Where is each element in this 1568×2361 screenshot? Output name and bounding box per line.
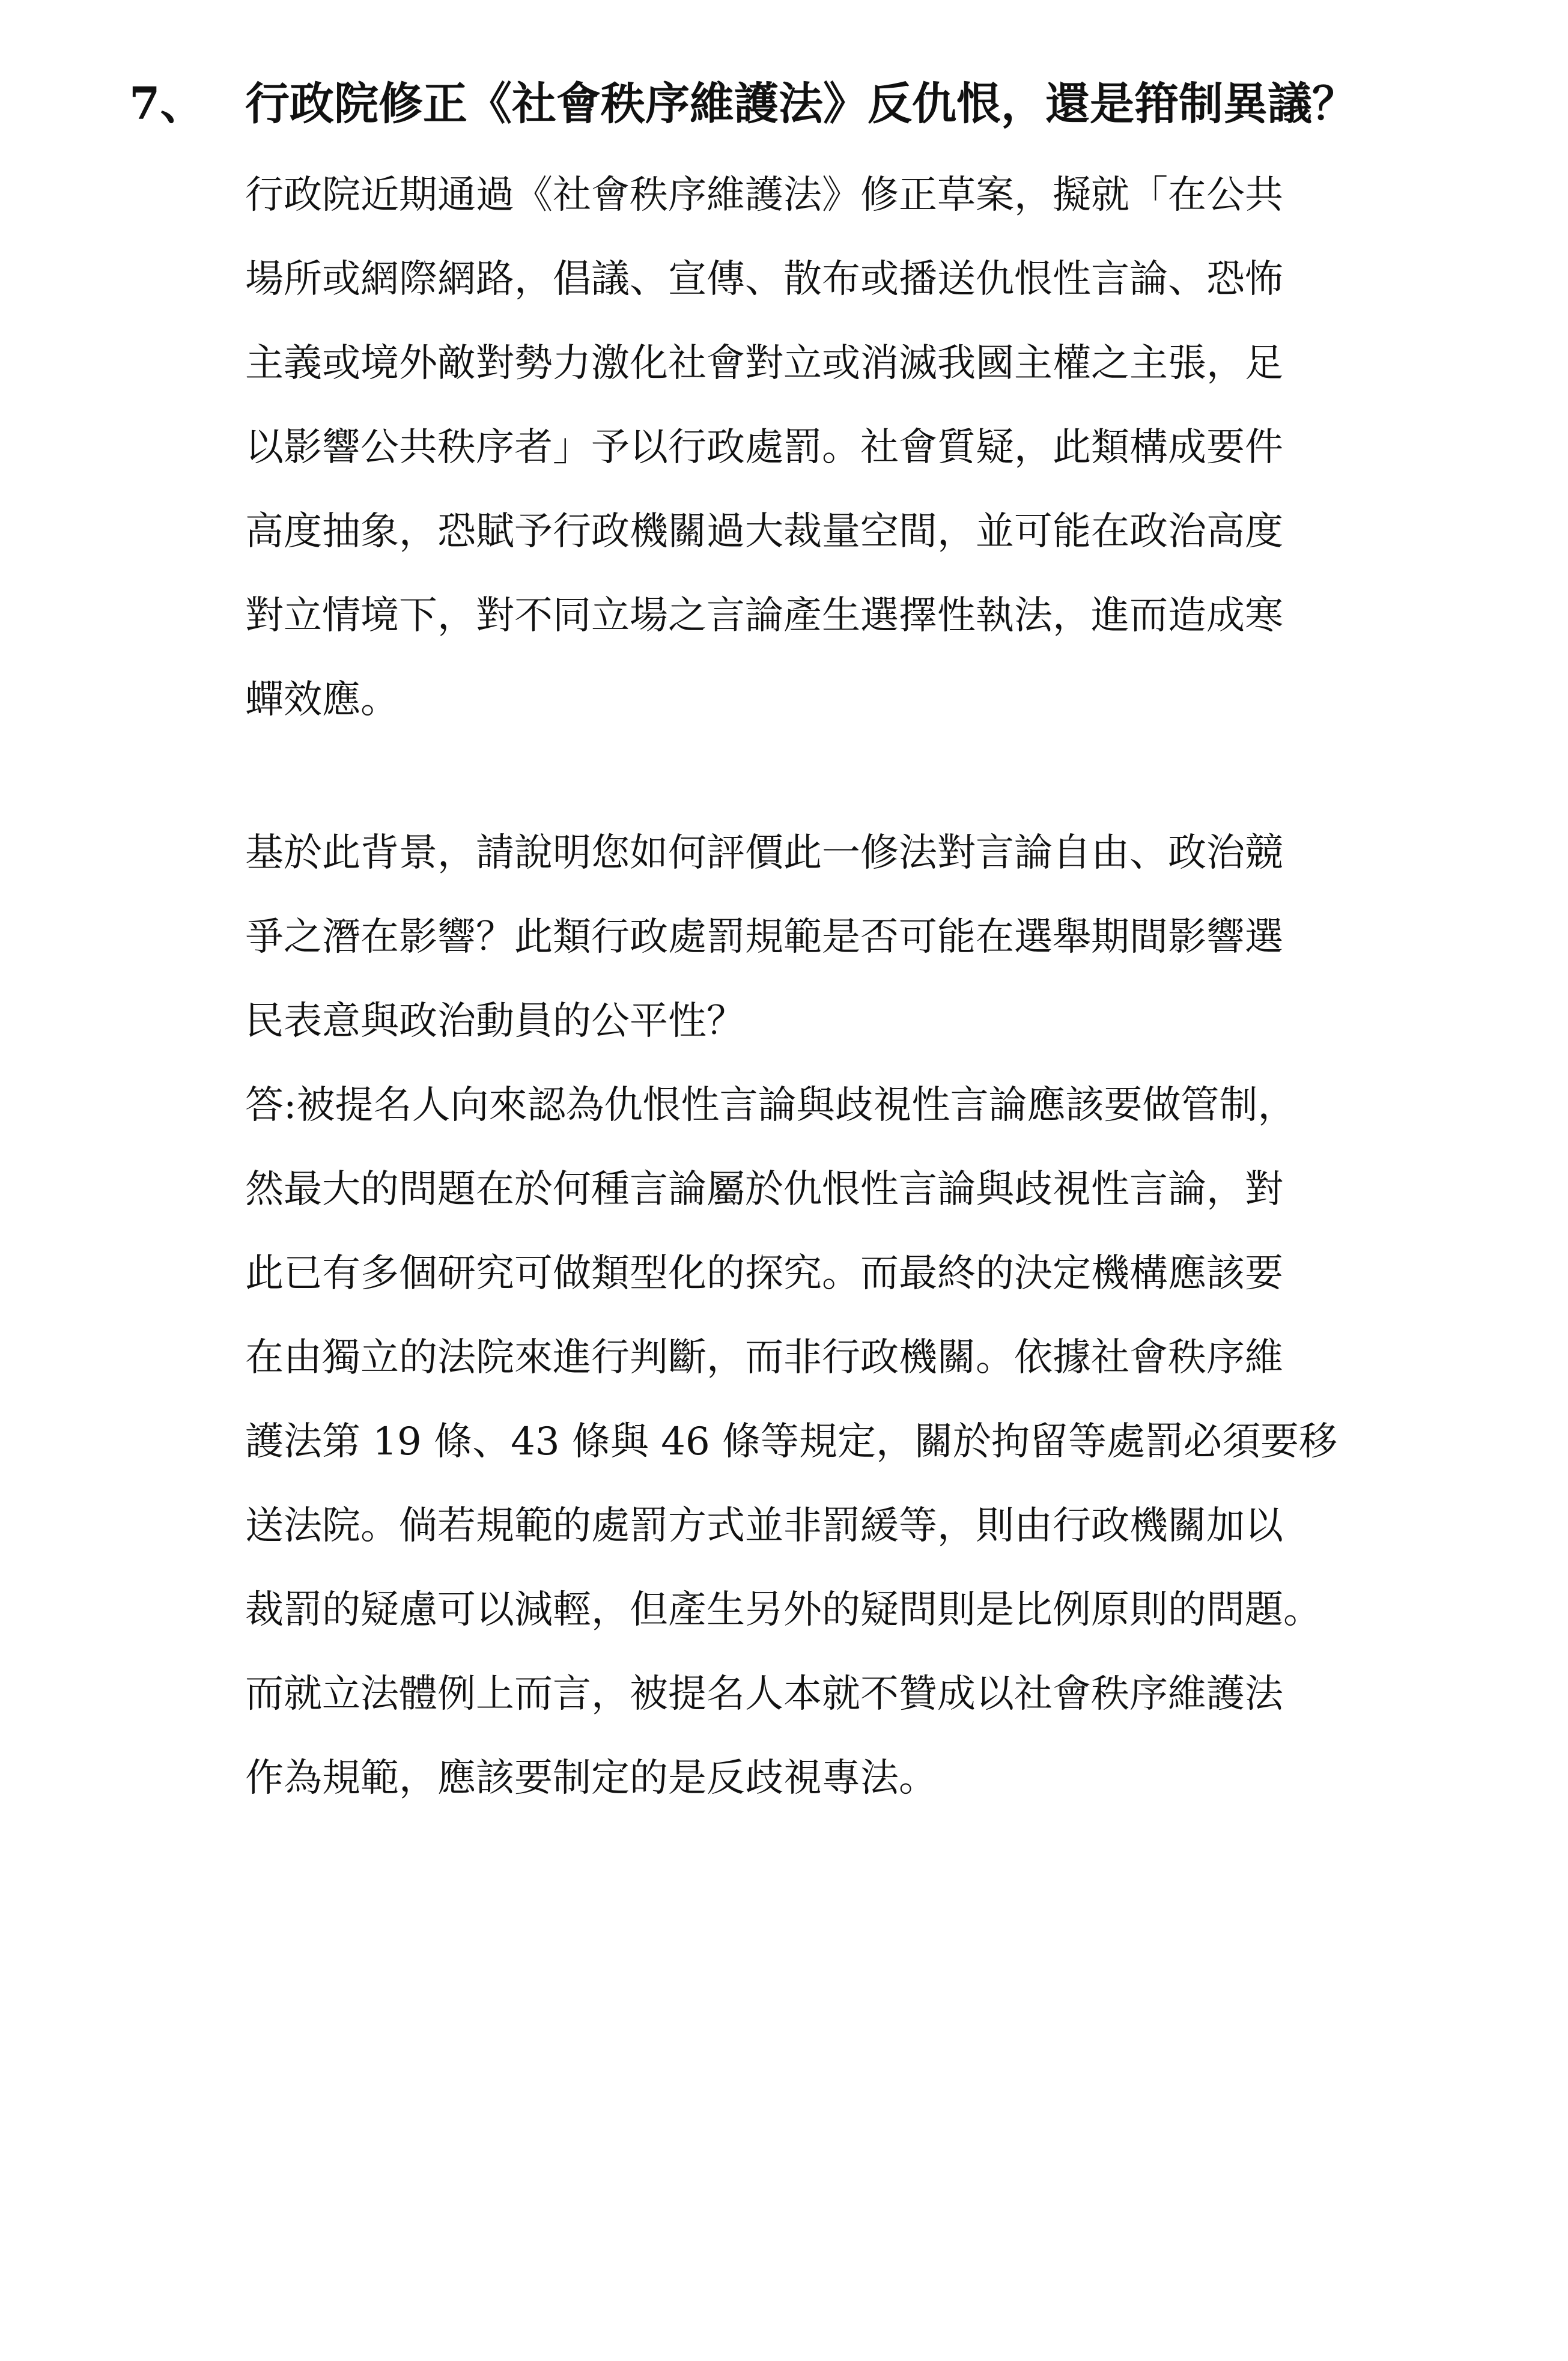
- text-line: 基於此背景，請說明您如何評價此一修法對言論自由、政治競: [245, 831, 1283, 875]
- text-line: 護法第 19 條、43 條與 46 條等規定，關於拘留等處罰必須要移: [245, 1420, 1338, 1464]
- text-line: 行政院近期通過《社會秩序維護法》修正草案，擬就「在公共: [245, 173, 1283, 217]
- text-line: 然最大的問題在於何種言論屬於仇恨性言論與歧視性言論，對: [245, 1167, 1283, 1212]
- background-paragraph: [245, 153, 1453, 742]
- text-line: 爭之潛在影響？此類行政處罰規範是否可能在選舉期間影響選: [245, 915, 1283, 959]
- question-number: 7、: [129, 78, 205, 130]
- text-line: 民表意與政治動員的公平性？: [245, 999, 745, 1044]
- text-line: 作為規範，應該要制定的是反歧視專法。: [245, 1756, 937, 1800]
- answer-paragraph: [245, 1063, 1453, 1820]
- question-paragraph: [245, 811, 1453, 1063]
- text-line: 在由獨立的法院來進行判斷，而非行政機關。依據社會秩序維: [245, 1335, 1283, 1380]
- text-line: 送法院。倘若規範的處罰方式並非罰緩等，則由行政機關加以: [245, 1504, 1283, 1548]
- text-line: 答:被提名人向來認為仇恨性言論與歧視性言論應該要做管制，: [245, 1083, 1296, 1128]
- text-line: 而就立法體例上而言，被提名人本就不贊成以社會秩序維護法: [245, 1672, 1283, 1716]
- text-line: 裁罰的疑慮可以減輕，但產生另外的疑問則是比例原則的問題。: [245, 1588, 1322, 1632]
- text-line: 對立情境下，對不同立場之言論產生選擇性執法，進而造成寒: [245, 594, 1283, 638]
- text-line: 此已有多個研究可做類型化的探究。而最終的決定機構應該要: [245, 1251, 1283, 1296]
- text-line: 場所或網際網路，倡議、宣傳、散布或播送仇恨性言論、恐怖: [245, 257, 1283, 302]
- text-line: 主義或境外敵對勢力激化社會對立或消滅我國主權之主張，足: [245, 341, 1283, 386]
- text-line: 蟬效應。: [245, 678, 399, 722]
- question-title: 行政院修正《社會秩序維護法》反仇恨，還是箝制異議？: [245, 78, 1357, 130]
- text-line: 以影響公共秩序者」予以行政處罰。社會質疑，此類構成要件: [245, 425, 1283, 470]
- text-line: 高度抽象，恐賦予行政機關過大裁量空間，並可能在政治高度: [245, 509, 1283, 554]
